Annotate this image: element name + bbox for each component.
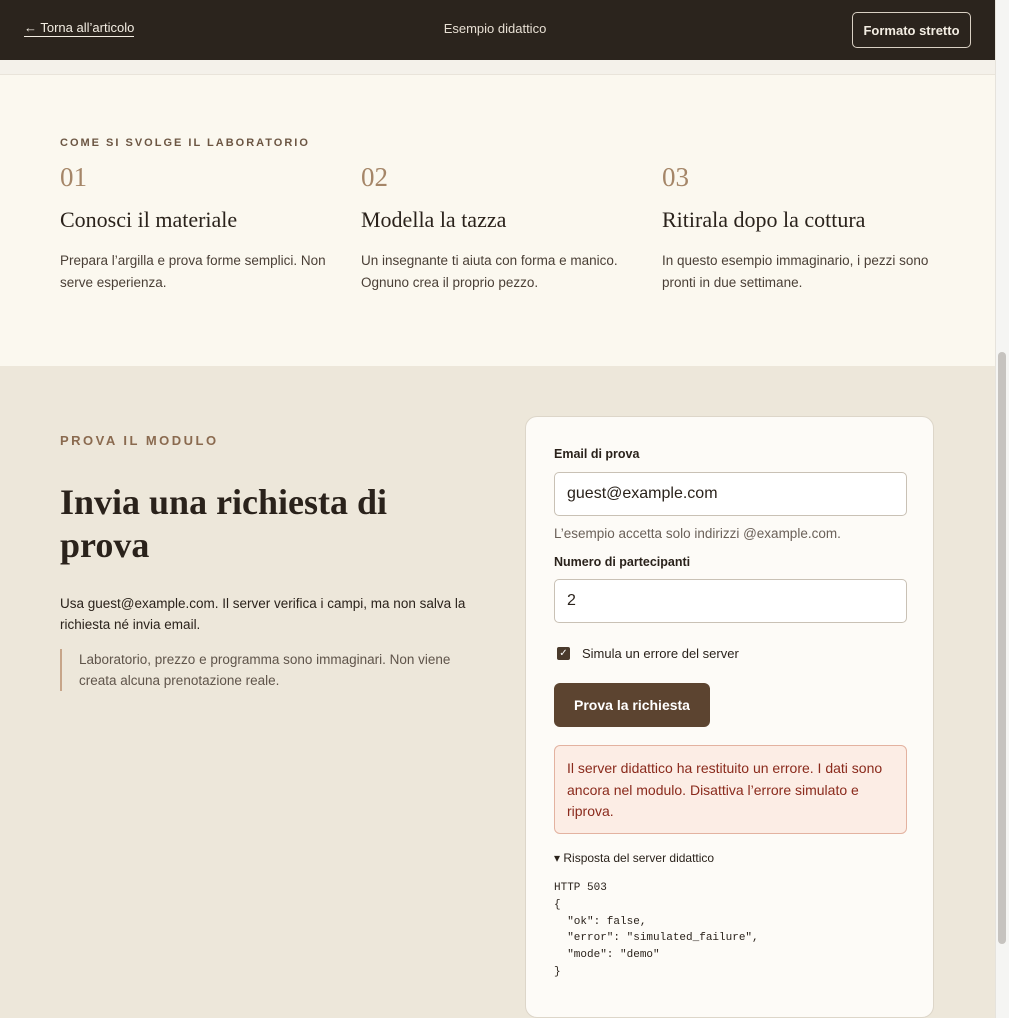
top-bar [0, 0, 995, 60]
header-divider [0, 60, 995, 75]
workshop-steps-section [0, 76, 995, 366]
step-description: Un insegnante ti aiuta con forma e manico. Ognuno crea il proprio pezzo. [361, 253, 618, 290]
step-1 [60, 162, 340, 294]
step-description: In questo esempio immaginario, i pezzi sono pronti in due settimane. [662, 253, 929, 290]
form-eyebrow: PROVA IL MODULO [60, 433, 219, 448]
participants-field[interactable] [554, 579, 907, 623]
simulate-error-toggle[interactable] [557, 646, 739, 661]
email-field[interactable] [554, 472, 907, 516]
step-number: 01 [60, 162, 87, 192]
step-3 [662, 162, 942, 294]
narrow-format-button[interactable]: Formato stretto [852, 12, 971, 48]
submit-request-button[interactable]: Prova la richiesta [554, 683, 710, 727]
back-to-article-link[interactable]: ← Torna all’articolo [24, 20, 135, 35]
step-description: Prepara l’argilla e prova forme semplici. Non serve esperienza. [60, 253, 326, 290]
server-response-toggle[interactable]: ▾ Risposta del server didattico [554, 851, 715, 865]
page-title: Esempio didattico [443, 21, 547, 36]
form-heading: Invia una richiesta di prova [60, 482, 388, 565]
scrollbar-thumb[interactable] [998, 352, 1006, 944]
steps-eyebrow: COME SI SVOLGE IL LABORATORIO [60, 137, 310, 149]
email-label: Email di prova [554, 447, 640, 461]
step-title: Modella la tazza [361, 207, 507, 232]
simulate-error-label: Simula un errore del server [582, 646, 739, 661]
server-response-code: HTTP 503 { "ok": false, "error": "simulated_failure", "mode": "demo" } [554, 882, 759, 978]
step-number: 02 [361, 162, 388, 192]
participants-label: Numero di partecipanti [554, 555, 691, 569]
form-intro-text: Usa guest@example.com. Il server verifica i campi, ma non salva la richiesta né invia email. [60, 596, 466, 632]
error-alert: Il server didattico ha restituito un errore. I dati sono ancora nel modulo. Disattiva l’errore simulato e riprova. [554, 745, 907, 834]
step-number: 03 [662, 162, 689, 192]
disclaimer-note: Laboratorio, prezzo e programma sono immaginari. Non viene creata alcuna prenotazione reale. [60, 649, 480, 691]
step-2 [361, 162, 641, 294]
step-title: Conosci il materiale [60, 207, 238, 232]
request-form-card [525, 416, 934, 1018]
checkbox-checked-icon[interactable]: ✓ [557, 647, 570, 660]
step-title: Ritirala dopo la cottura [662, 207, 866, 232]
email-hint: L’esempio accetta solo indirizzi @example.com. [554, 526, 841, 541]
demo-form-section [0, 366, 995, 1018]
